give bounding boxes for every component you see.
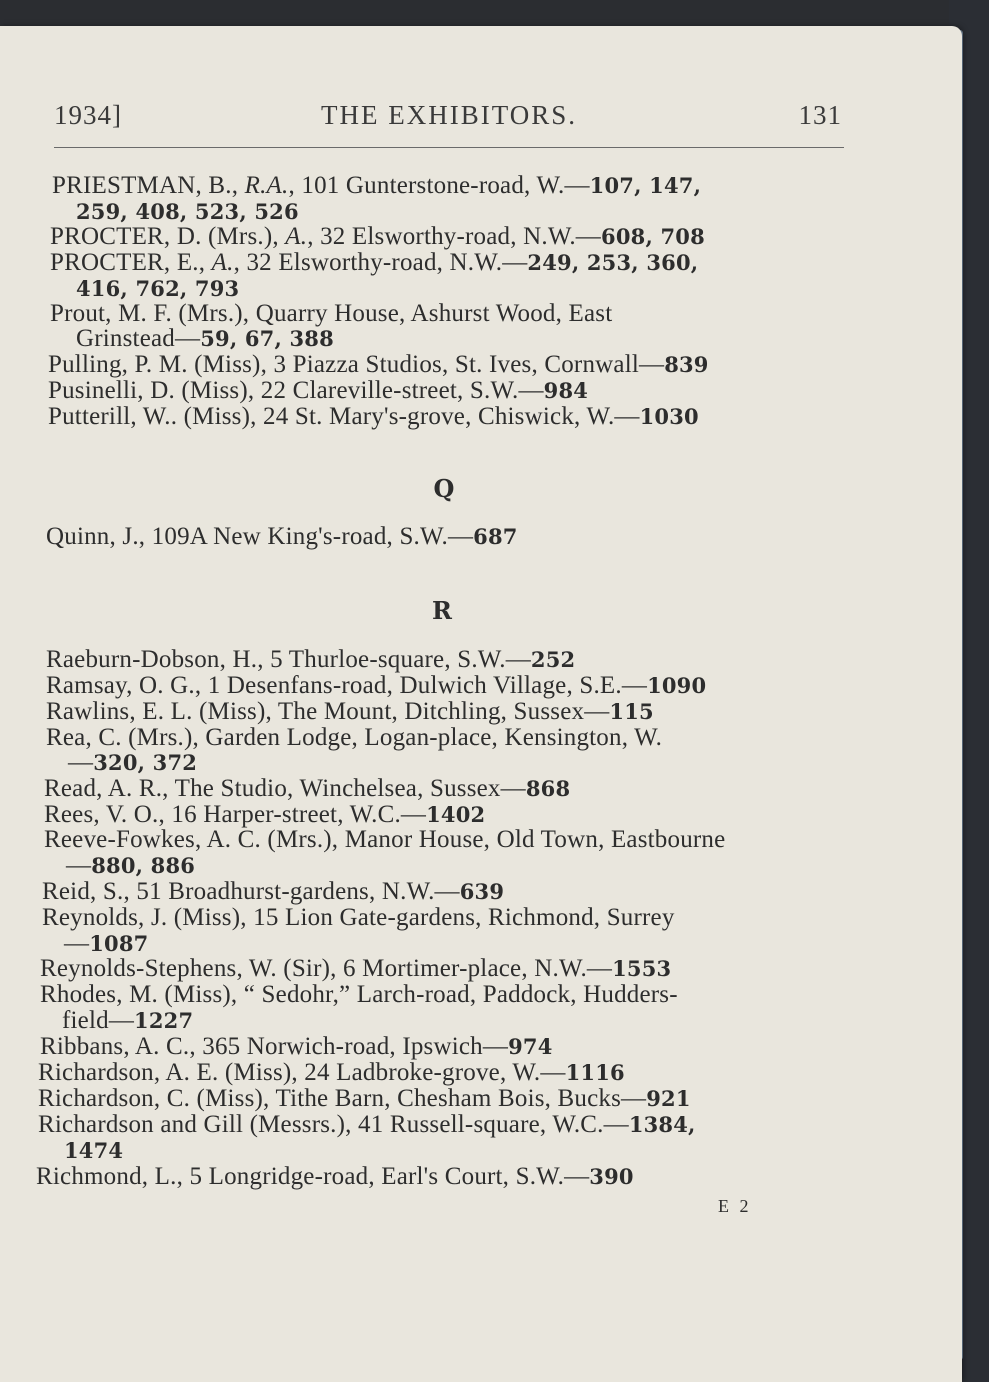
entry-line: 416, 762, 793 — [76, 276, 240, 301]
entry-line: Ribbans, A. C., 365 Norwich-road, Ipswich—974 — [40, 1033, 553, 1060]
entry-line: Putterill, W.. (Miss), 24 St. Mary's-grove, Chiswick, W.—1030 — [48, 403, 699, 430]
entry-line: 259, 408, 523, 526 — [76, 199, 299, 224]
section-heading-q: Q — [433, 474, 455, 503]
entry-line: Raeburn-Dobson, H., 5 Thurloe-square, S.W.—252 — [46, 646, 576, 673]
entry-line: Ramsay, O. G., 1 Desenfans-road, Dulwich Village, S.E.—1090 — [46, 672, 707, 699]
entry-line: Reynolds, J. (Miss), 15 Lion Gate-gardens, Richmond, Surrey — [42, 904, 675, 931]
entry-line: Grinstead—59, 67, 388 — [76, 325, 334, 352]
section-heading-r: R — [432, 596, 452, 625]
header-title: THE EXHIBITORS. — [321, 100, 577, 130]
entry-line: Richardson, A. E. (Miss), 24 Ladbroke-grove, W.—1116 — [38, 1059, 625, 1086]
entry-line: —320, 372 — [68, 749, 198, 776]
entry-line: Quinn, J., 109A New King's-road, S.W.—687 — [46, 523, 518, 550]
running-header — [54, 100, 844, 134]
entry-line: Read, A. R., The Studio, Winchelsea, Sussex—868 — [44, 775, 571, 802]
page-number: 131 — [798, 100, 842, 130]
entry-line: Richmond, L., 5 Longridge-road, Earl's Court, S.W.—390 — [36, 1163, 634, 1190]
entry-line: Richardson and Gill (Messrs.), 41 Russell-square, W.C.—1384, — [38, 1111, 696, 1138]
entry-line: —1087 — [64, 930, 149, 957]
entry-line: Richardson, C. (Miss), Tithe Barn, Chesham Bois, Bucks—921 — [38, 1085, 691, 1112]
header-rule — [54, 147, 844, 148]
entry-line: —880, 886 — [66, 852, 196, 879]
entry-line: Rea, C. (Mrs.), Garden Lodge, Logan-place, Kensington, W. — [46, 724, 663, 751]
entry-line: Rawlins, E. L. (Miss), The Mount, Ditchling, Sussex—115 — [46, 698, 654, 725]
entry-line: Rees, V. O., 16 Harper-street, W.C.—1402 — [44, 801, 486, 828]
entry-line: Rhodes, M. (Miss), “ Sedohr,” Larch-road, Paddock, Hudders- — [40, 981, 678, 1008]
entry-line: Pulling, P. M. (Miss), 3 Piazza Studios, St. Ives, Cornwall—839 — [48, 351, 709, 378]
entry-line: Pusinelli, D. (Miss), 22 Clareville-street, S.W.—984 — [48, 377, 589, 404]
entry-line: Reid, S., 51 Broadhurst-gardens, N.W.—639 — [42, 878, 505, 905]
signature-mark: E 2 — [718, 1196, 752, 1216]
entry-line: PRIESTMAN, B., R.A., 101 Gunterstone-road, W.—107, 147, — [52, 172, 702, 199]
entry-line: PROCTER, E., A., 32 Elsworthy-road, N.W.—249, 253, 360, — [50, 249, 699, 276]
entry-line: 1474 — [64, 1138, 124, 1163]
entry-line: Reynolds-Stephens, W. (Sir), 6 Mortimer-place, N.W.—1553 — [40, 955, 672, 982]
entry-line: Reeve-Fowkes, A. C. (Mrs.), Manor House, Old Town, Eastbourne — [44, 826, 726, 853]
entry-line: Prout, M. F. (Mrs.), Quarry House, Ashurst Wood, East — [50, 300, 613, 327]
header-year: 1934] — [54, 100, 122, 130]
entry-line: field—1227 — [62, 1007, 194, 1034]
entry-line: PROCTER, D. (Mrs.), A., 32 Elsworthy-road, N.W.—608, 708 — [50, 223, 705, 250]
